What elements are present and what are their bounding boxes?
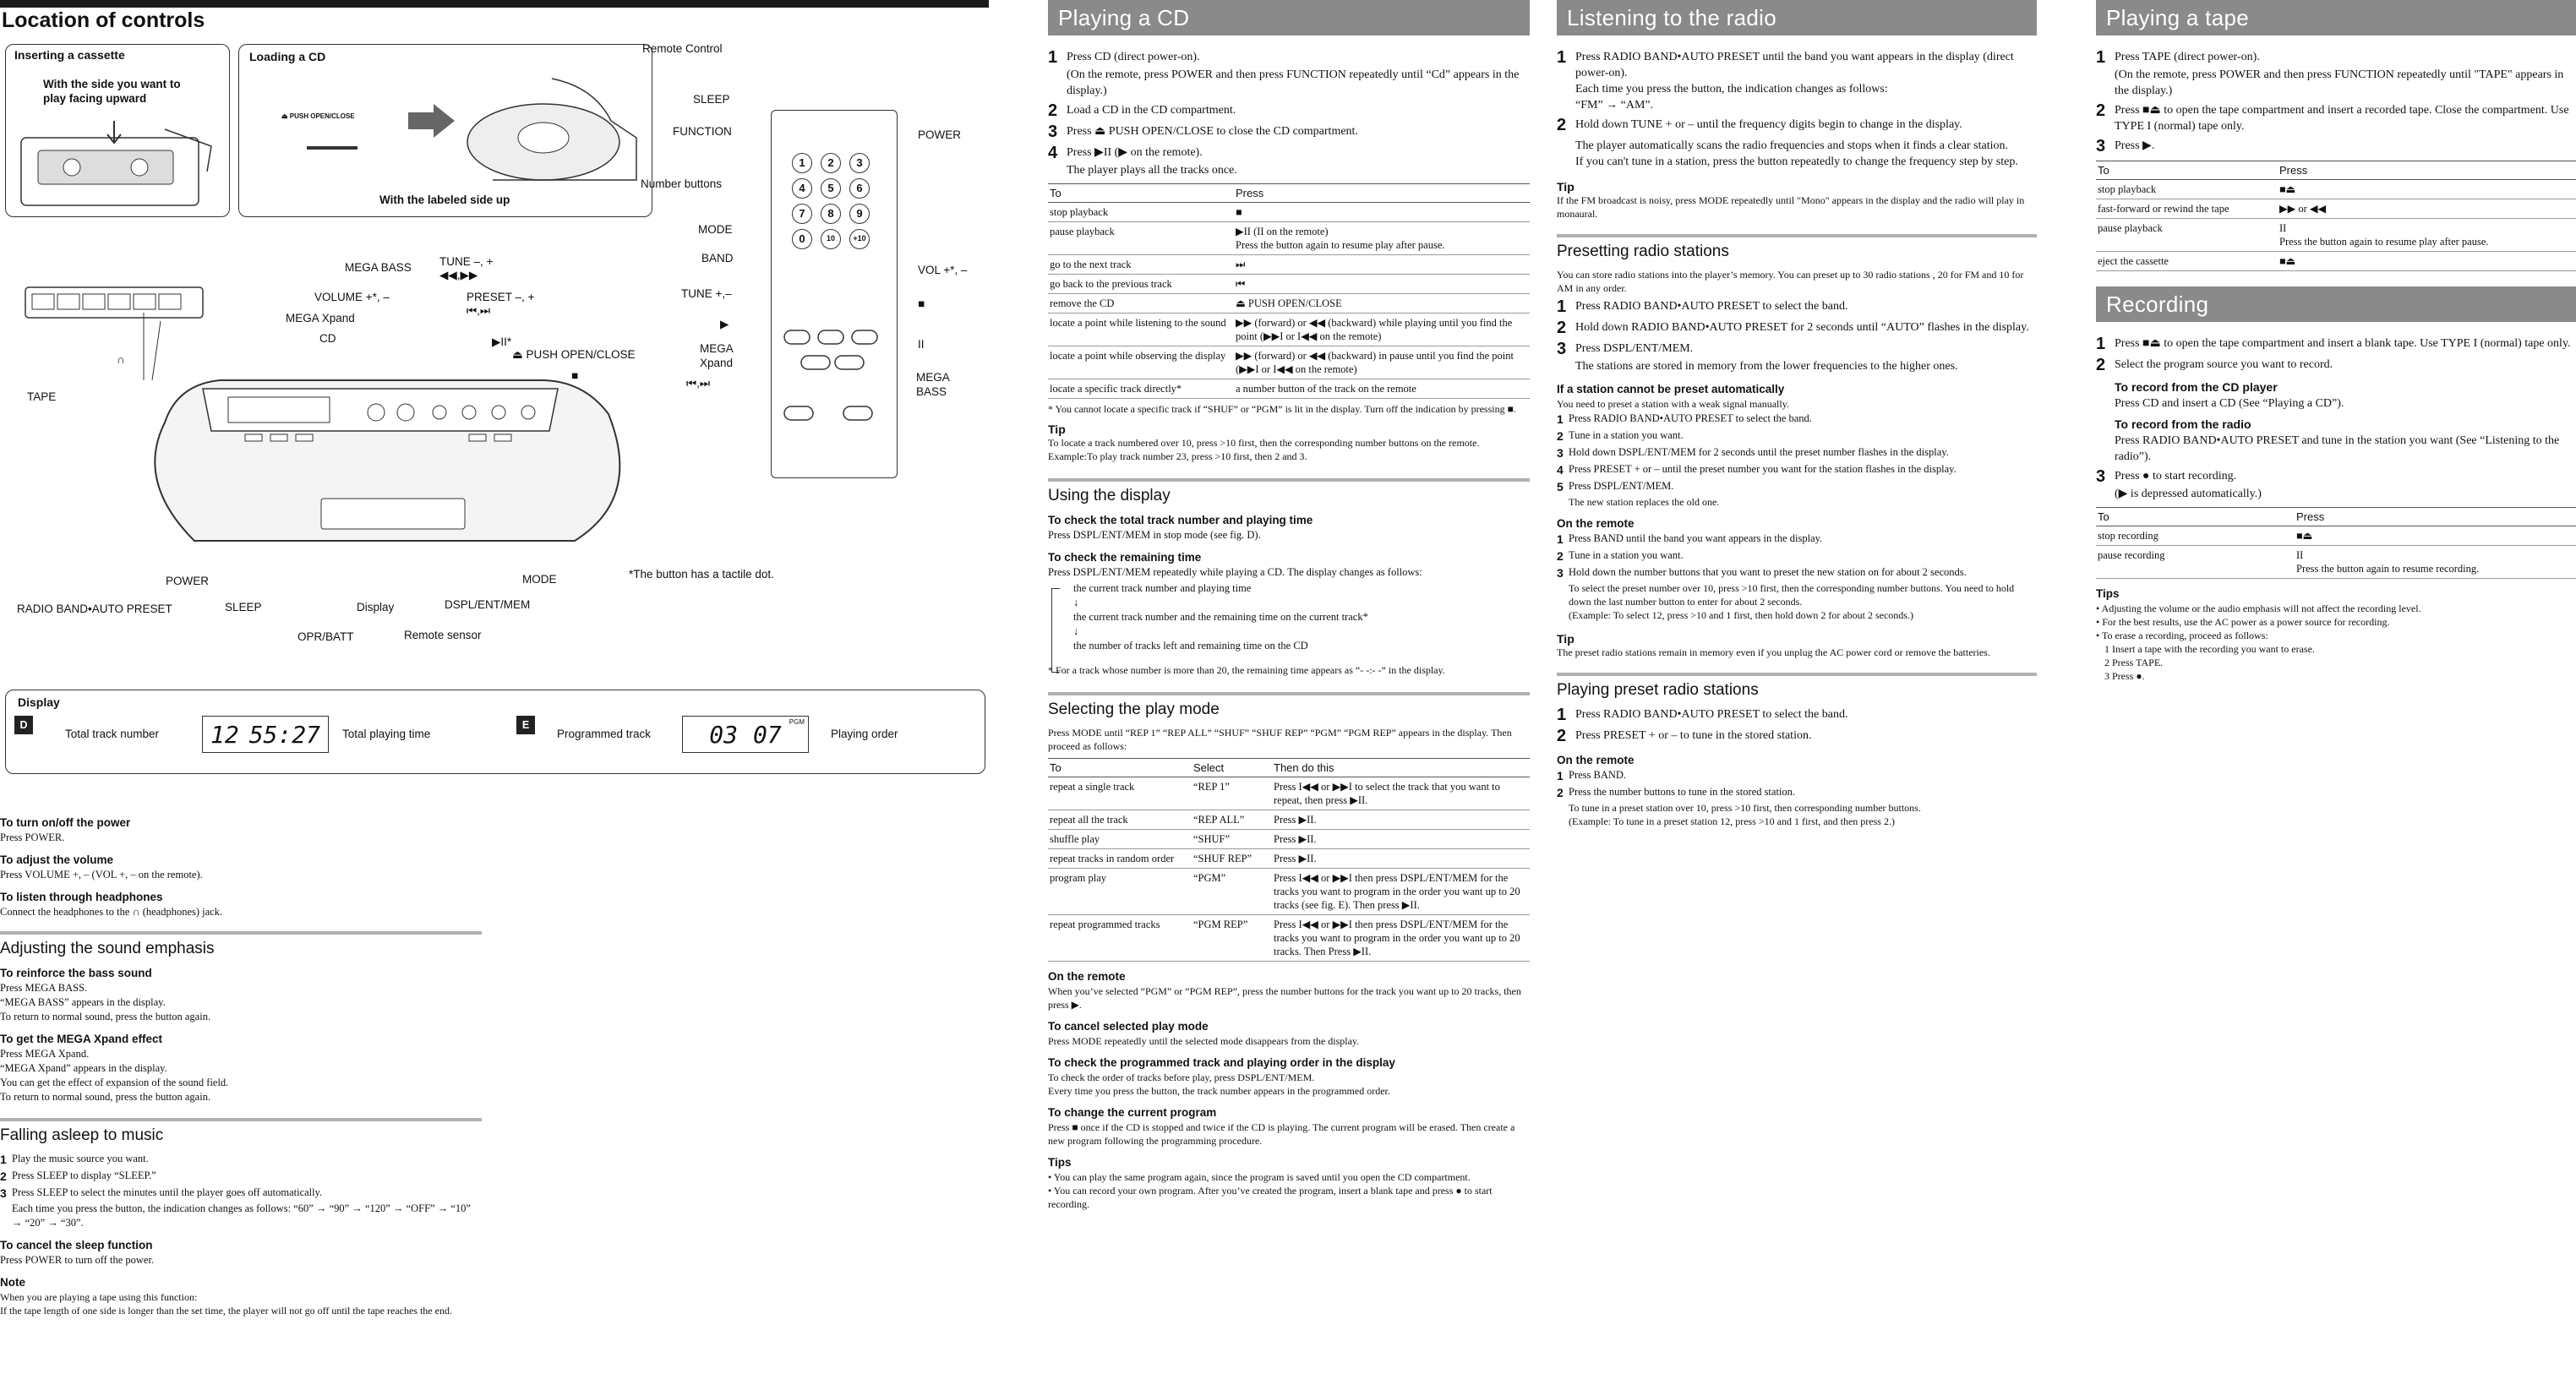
radio-column — [1557, 0, 2037, 828]
section-falling-asleep: Falling asleep to music — [0, 1118, 482, 1145]
cd-tips-item-1: • You can play the same program again, since the program is saved until you open the CD compartment. — [1048, 1171, 1471, 1183]
remote-preset-step-3: 3 Hold down the number buttons that you want to preset the new station on for about 2 seconds. — [1557, 566, 1967, 580]
tape-step-2: 2 Press ■⏏ to open the tape compartment and insert a recorded tape. Close the compartment. Use TYPE I (normal) tape only. — [2096, 101, 2569, 133]
remote-button[interactable]: 9 — [849, 204, 870, 224]
text-note-1: When you are playing a tape using this function: — [0, 1291, 198, 1303]
headphone-icon: ∩ — [117, 353, 125, 366]
text-bass-3: To return to normal sound, press the button again. — [0, 1011, 211, 1022]
table-row: go back to the previous track ⏮ — [1048, 275, 1530, 294]
display-footnote: * For a track whose number is more than 20, the remaining time appears as “- -:- -” in the display. — [1048, 664, 1445, 676]
preset-step-2: 2 Hold down RADIO BAND•AUTO PRESET for 2 seconds until “AUTO” flashes in the display. — [1557, 319, 2029, 337]
text-check-program-2: Every time you press the button, the track number appears in the programmed order. — [1048, 1085, 1390, 1097]
heading-cd-tips: Tips — [1048, 1156, 1072, 1169]
remote-label-power: POWER — [918, 128, 962, 141]
text-xpand-2: “MEGA Xpand” appears in the display. — [0, 1062, 167, 1074]
tape-column — [2096, 0, 2576, 683]
heading-cannot-preset: If a station cannot be preset automatically — [1557, 383, 1785, 395]
heading-power: To turn on/off the power — [0, 816, 131, 829]
manual-step-4: 4 Press PRESET + or – until the preset number you want for the station flashes in the display. — [1557, 463, 1957, 477]
radio-step-1-bands: “FM” → “AM”. — [1575, 99, 1654, 112]
heading-headphones: To listen through headphones — [0, 891, 163, 903]
remote-label-mega-bass: MEGA BASS — [916, 371, 950, 398]
remote-label-sleep: SLEEP — [693, 93, 730, 106]
heading-check-program: To check the programmed track and playing order in the display — [1048, 1056, 1395, 1069]
heading-cancel-mode: To cancel selected play mode — [1048, 1020, 1209, 1033]
fig-d-badge: D — [14, 716, 33, 734]
remote-button[interactable]: 1 — [792, 153, 812, 173]
text-presetting: You can store radio stations into the player’s memory. You can preset up to 30 radio stations , 20 for FM and 10 for AM in any order. — [1557, 269, 2024, 294]
cd-step-1: 1 Press CD (direct power-on). — [1048, 48, 1200, 67]
cd-step-1-detail: (On the remote, press POWER and then press FUNCTION repeatedly until “Cd” appears in the display.) — [1067, 68, 1520, 97]
tape-step-1: 1 Press TAPE (direct power-on). — [2096, 48, 2260, 67]
play-preset-step-2: 2 Press PRESET + or – to tune in the stored station. — [1557, 727, 1812, 745]
text-xpand-4: To return to normal sound, press the button again. — [0, 1091, 211, 1103]
radio-title: Listening to the radio — [1557, 0, 2037, 35]
table-row: repeat tracks in random order “SHUF REP” Press ▶II. — [1048, 849, 1530, 869]
preset-step-3: 3 Press DSPL/ENT/MEM. — [1557, 340, 1694, 358]
text-play-mode: Press MODE until “REP 1” “REP ALL” “SHUF” “SHUF REP” “PGM” “PGM REP” appears in the display. Then proceed as follows: — [1048, 727, 1512, 752]
text-power: Press POWER. — [0, 831, 65, 843]
display-lcd-e — [682, 716, 809, 753]
text-volume: Press VOLUME +, – (VOL +, – on the remote). — [0, 869, 203, 881]
heading-xpand: To get the MEGA Xpand effect — [0, 1033, 163, 1045]
recording-title: Recording — [2096, 286, 2576, 322]
tape-operations-table: To Press stop playback ■⏏ fast-forward or rewind the tape ▶▶ or ◀◀ pause playback II Press the button again to resume play after pause. eject the cassette ■⏏ — [2096, 161, 2576, 271]
cd-loading-illustration — [273, 70, 645, 197]
section-sound-emphasis: Adjusting the sound emphasis — [0, 931, 482, 958]
cd-table-header-press: Press — [1234, 184, 1530, 203]
label-push-open: ⏏ PUSH OPEN/CLOSE — [512, 348, 636, 361]
text-cancel-sleep: Press POWER to turn off the power. — [0, 1254, 155, 1266]
radio-tip-text: If the FM broadcast is noisy, press MODE repeatedly until "Mono" appears in the display and the radio will play in monaural. — [1557, 194, 2025, 220]
labeled-side-note: With the labeled side up — [379, 194, 510, 206]
rec-tip-3a: 1 Insert a tape with the recording you want to erase. — [2104, 643, 2315, 655]
label-radio-band: RADIO BAND•AUTO PRESET — [17, 602, 172, 615]
label-stop: ■ — [571, 369, 579, 382]
sleep-step-2: 2 Press SLEEP to display “SLEEP.” — [0, 1170, 156, 1183]
play-remote-step-2: 2 Press the number buttons to tune in the stored station. — [1557, 786, 1796, 799]
lcd-time-value: 55:27 — [248, 720, 320, 749]
cd-tip-1: To locate a track numbered over 10, press >10 first, then the corresponding number buttons on the remote. — [1048, 437, 1480, 449]
text-check-program-1: To check the order of tracks before play, press DSPL/ENT/MEM. — [1048, 1071, 1315, 1083]
preset-step-1: 1 Press RADIO BAND•AUTO PRESET to select the band. — [1557, 297, 1848, 316]
manual-step-1: 1 Press RADIO BAND•AUTO PRESET to select the band. — [1557, 412, 1812, 426]
display-box-title: Display — [18, 695, 60, 709]
table-row: go to the next track ⏭ — [1048, 255, 1530, 275]
rec-tip-3b: 2 Press TAPE. — [2104, 657, 2164, 668]
label-tune: TUNE –, + — [439, 255, 494, 268]
rec-tip-3c: 3 Press ●. — [2104, 670, 2145, 682]
display-programmed-track-label: Programmed track — [557, 728, 652, 740]
heading-play-on-remote: On the remote — [1557, 754, 1635, 766]
display-total-track-label: Total track number — [65, 728, 160, 740]
heading-volume: To adjust the volume — [0, 853, 114, 866]
text-on-remote: When you’ve selected “PGM” or “PGM REP”, press the number buttons for the track you want up to 20 tracks, then press ▶. — [1048, 985, 1521, 1011]
table-row: repeat all the track “REP ALL” Press ▶II. — [1048, 810, 1530, 830]
text-xpand-1: Press MEGA Xpand. — [0, 1048, 90, 1060]
cd-step-4-detail: The player plays all the tracks once. — [1067, 164, 1237, 177]
rec-step-1: 1 Press ■⏏ to open the tape compartment and insert a blank tape. Use TYPE I (normal) tape only. — [2096, 335, 2571, 353]
label-sleep: SLEEP — [225, 601, 262, 613]
cd-operations-table — [1048, 183, 1530, 399]
heading-record-cd: To record from the CD player — [2115, 380, 2278, 394]
remote-label-play: ▶ — [720, 318, 729, 330]
manual-step-3: 3 Hold down DSPL/ENT/MEM for 2 seconds until the preset number flashes in the display. — [1557, 446, 1949, 460]
heading-preset-on-remote: On the remote — [1557, 517, 1635, 530]
label-preset: PRESET –, + — [467, 291, 535, 303]
radio-step-2-detail-2: If you can't tune in a station, press the button repeatedly to change the frequency step by step. — [1575, 155, 2018, 168]
text-bass-1: Press MEGA BASS. — [0, 982, 88, 994]
table-row: pause recording II Press the button again to resume recording. — [2096, 546, 2576, 579]
remote-preset-step-3-detail: To select the preset number over 10, press >10 first, then the corresponding number buttons. You need to hold down the last number button to enter for about 2 seconds. — [1569, 582, 2015, 608]
remote-label-stop: ■ — [918, 297, 925, 310]
flow-step-3: the number of tracks left and remaining time on the CD — [1073, 640, 1308, 652]
remote-button[interactable]: 0 — [792, 229, 812, 249]
label-remote-sensor: Remote sensor — [404, 629, 482, 641]
tactile-note: *The button has a tactile dot. — [629, 568, 774, 581]
cd-step-2: 2 Load a CD in the CD compartment. — [1048, 101, 1236, 120]
remote-button[interactable]: 8 — [821, 204, 841, 224]
rec-tip-3: • To erase a recording, proceed as follows: — [2096, 630, 2268, 641]
display-playing-order-label: Playing order — [831, 728, 898, 740]
loading-title: Loading a CD — [249, 50, 326, 63]
label-play-pause: ▶II* — [492, 335, 512, 348]
section-presetting: Presetting radio stations — [1557, 234, 2037, 261]
sleep-step-3: 3 Press SLEEP to select the minutes until the player goes off automatically. — [0, 1186, 323, 1200]
label-cd: CD — [319, 332, 336, 345]
play-remote-step-2-detail: To tune in a preset station over 10, press >10 first, then corresponding number buttons. — [1569, 802, 1921, 814]
recording-table: To Press stop recording ■⏏ pause recording II Press the button again to resume recording. — [2096, 507, 2576, 579]
cassette-illustration — [13, 121, 224, 214]
label-display: Display — [357, 601, 395, 613]
radio-step-1-detail: Each time you press the button, the indication changes as follows: — [1575, 83, 1888, 95]
tape-step-1-detail: (On the remote, press POWER and then press FUNCTION repeatedly until "TAPE" appears in the display.) — [2115, 68, 2564, 97]
radio-step-2-detail: The player automatically scans the radio frequencies and stops when it finds a clear station. — [1575, 139, 2008, 152]
inserting-cassette-box — [5, 44, 230, 217]
flow-step-1: the current track number and playing time — [1073, 582, 1252, 594]
sleep-step-3-detail: Each time you press the button, the indication changes as follows: “60” → “90” → “120” → “OFF” → “10” → “20” → “30”. — [12, 1202, 471, 1229]
section-using-display: Using the display — [1048, 478, 1530, 505]
table-row: pause playback ▶II (II on the remote) Press the button again to resume play after pause. — [1048, 222, 1530, 255]
table-row: repeat a single track “REP 1” Press I◀◀ or ▶▶I to select the track that you want to repeat, then press ▶II. — [1048, 777, 1530, 810]
manual-step-2: 2 Tune in a station you want. — [1557, 429, 1684, 443]
section-play-mode: Selecting the play mode — [1048, 692, 1530, 719]
rec-step-3-detail: (▶ is depressed automatically.) — [2115, 488, 2262, 500]
heading-cancel-sleep: To cancel the sleep function — [0, 1239, 153, 1251]
text-cancel-mode: Press MODE repeatedly until the selected mode disappears from the display. — [1048, 1035, 1360, 1047]
cd-column — [1048, 0, 1530, 1211]
heading-remaining-time: To check the remaining time — [1048, 551, 1202, 564]
page-title: Location of controls — [2, 8, 205, 32]
heading-change-program: To change the current program — [1048, 1106, 1217, 1119]
table-row: stop recording ■⏏ — [2096, 526, 2576, 546]
table-row: stop playback ■⏏ — [2096, 180, 2576, 199]
display-total-time-label: Total playing time — [342, 728, 431, 740]
radio-tip2-text: The preset radio stations remain in memory even if you unplug the AC power cord or remove the batteries. — [1557, 646, 1990, 658]
tape-step-3: 3 Press ▶. — [2096, 137, 2155, 155]
cd-tip-2: Example:To play track number 23, press >10 first, then 2 and 3. — [1048, 450, 1307, 462]
remote-label-prev-next: ⏮,⏭ — [686, 377, 711, 390]
flow-step-2: the current track number and the remaining time on the current track* — [1073, 611, 1368, 623]
table-row: eject the cassette ■⏏ — [2096, 252, 2576, 271]
heading-recording-tips: Tips — [2096, 587, 2120, 600]
remote-button[interactable]: 6 — [849, 178, 870, 199]
inserting-title: Inserting a cassette — [14, 48, 125, 62]
display-flow — [1048, 581, 1530, 653]
label-mode: MODE — [522, 573, 557, 586]
label-opr-batt: OPR/BATT — [297, 630, 354, 643]
rec-tip-2: • For the best results, use the AC power as a power source for recording. — [2096, 616, 2390, 628]
play-remote-step-2-example: (Example: To tune in a preset station 12, press >10 and 1 first, and then press 2.) — [1569, 815, 1895, 827]
text-record-cd: Press CD and insert a CD (See “Playing a CD”). — [2115, 397, 2344, 410]
text-change-program: Press ■ once if the CD is stopped and twice if the CD is playing. The current program will be erased. Then create a new program following the programming procedure. — [1048, 1121, 1515, 1147]
remote-button[interactable]: 5 — [821, 178, 841, 199]
text-record-radio: Press RADIO BAND•AUTO PRESET and tune in the station you want (See “Listening to the radio”). — [2115, 434, 2560, 463]
heading-on-remote: On the remote — [1048, 970, 1126, 983]
remote-label-tune: TUNE +,– — [681, 287, 732, 300]
flow-arrow-1: ↓ — [1073, 597, 1079, 608]
label-tape: TAPE — [27, 390, 57, 403]
loading-cd-box — [238, 44, 652, 217]
label-power: POWER — [166, 575, 210, 587]
main-unit-illustration — [0, 220, 642, 575]
remote-label-mode: MODE — [698, 223, 733, 236]
play-preset-step-1: 1 Press RADIO BAND•AUTO PRESET to select the band. — [1557, 706, 1848, 724]
remote-button[interactable]: 4 — [792, 178, 812, 199]
remote-button[interactable]: 2 — [821, 153, 841, 173]
heading-note: Note — [0, 1276, 25, 1289]
heading-bass: To reinforce the bass sound — [0, 967, 152, 979]
preset-step-3-detail: The stations are stored in memory from the lower frequencies to the higher ones. — [1575, 360, 1958, 373]
flow-arrow-2: ↓ — [1073, 625, 1079, 637]
remote-preset-step-3-example: (Example: To select 12, press >10 and 1 first, then hold down 2 for about 2 seconds.) — [1569, 609, 1913, 621]
cd-title: Playing a CD — [1048, 0, 1530, 35]
remote-label-mega-xpand: MEGA Xpand — [700, 342, 734, 369]
label-tune-arrows: ◀◀,▶▶ — [439, 269, 478, 281]
remote-lower-buttons — [780, 322, 890, 449]
cd-step-3: 3 Press ⏏ PUSH OPEN/CLOSE to close the CD compartment. — [1048, 123, 1358, 141]
text-bass-2: “MEGA BASS” appears in the display. — [0, 996, 166, 1008]
remote-preset-step-1: 1 Press BAND until the band you want appears in the display. — [1557, 532, 1823, 546]
table-row: stop playback ■ — [1048, 203, 1530, 222]
cd-tips-item-2: • You can record your own program. After you’ve created the program, insert a blank tape and press ● to start recording. — [1048, 1185, 1493, 1210]
remote-label-number-buttons: Number buttons — [641, 177, 723, 190]
play-mode-table: To Select Then do this repeat a single track “REP 1” Press I◀◀ or ▶▶I to select the track that you want to repeat, then press ▶II. repeat all the track “REP ALL” Press ▶II. shuffle play “SHUF” Press ▶II. repeat tracks in random order “SHUF REP” Press ▶II. program play “PGM” Press I◀◀ or ▶▶I then press DSPL/ENT/MEM for the tracks you want to program in the order you want up to 20 tracks (see fig. E). Then press ▶II. repeat programmed tracks “PGM REP” Press I◀◀ or ▶▶I then press DSPL/ENT/MEM for the tracks you want to program in the order you want up to 20 tracks. Then Press ▶II. — [1048, 758, 1530, 962]
remote-button[interactable]: 10 — [821, 229, 841, 249]
rec-step-3: 3 Press ● to start recording. — [2096, 467, 2237, 486]
table-row: remove the CD ⏏ PUSH OPEN/CLOSE — [1048, 294, 1530, 314]
table-row: shuffle play “SHUF” Press ▶II. — [1048, 830, 1530, 849]
tape-title: Playing a tape — [2096, 0, 2576, 35]
cd-tip-heading: Tip — [1048, 423, 1066, 436]
table-row: locate a point while listening to the sound ▶▶ (forward) or ◀◀ (backward) while playing until you find the point (▶▶I or I◀◀ on the remote) — [1048, 314, 1530, 346]
remote-button[interactable]: 7 — [792, 204, 812, 224]
table-row: locate a specific track directly* a number button of the track on the remote — [1048, 379, 1530, 399]
label-mega-xpand: MEGA Xpand — [286, 312, 355, 324]
heading-record-radio: To record from the radio — [2115, 417, 2251, 431]
label-dspl: DSPL/ENT/MEM — [445, 598, 531, 611]
sleep-step-1: 1 Play the music source you want. — [0, 1153, 149, 1166]
cd-table-footnote: * You cannot locate a specific track if “SHUF” or “PGM” is lit in the display. Turn off the indication by pressing ■. — [1048, 403, 1516, 415]
remote-body — [771, 110, 898, 478]
lcd-order-value: 07 — [753, 720, 782, 749]
table-row: fast-forward or rewind the tape ▶▶ or ◀◀ — [2096, 199, 2576, 219]
remote-label-band: BAND — [701, 252, 734, 264]
manual-step-5-detail: The new station replaces the old one. — [1569, 496, 1720, 508]
table-row: repeat programmed tracks “PGM REP” Press I◀◀ or ▶▶I then press DSPL/ENT/MEM for the tracks you want to program in the order you want up to 20 tracks. Then Press ▶II. — [1048, 915, 1530, 962]
manual-step-5: 5 Press DSPL/ENT/MEM. — [1557, 480, 1674, 493]
lcd-pgm-indicator: PGM — [789, 718, 805, 726]
remote-label-vol: VOL +*, – — [918, 264, 968, 276]
remote-button[interactable]: 3 — [849, 153, 870, 173]
display-box — [5, 690, 985, 774]
inserting-note: With the side you want to play facing upward — [43, 78, 181, 105]
remote-preset-step-2: 2 Tune in a station you want. — [1557, 549, 1684, 563]
radio-tip-heading: Tip — [1557, 180, 1575, 194]
table-row: program play “PGM” Press I◀◀ or ▶▶I then press DSPL/ENT/MEM for the tracks you want to program in the order you want up to 20 tracks (see fig. E). Then press ▶II. — [1048, 869, 1530, 915]
remote-number-grid — [792, 153, 870, 249]
text-headphones: Connect the headphones to the ∩ (headphones) jack. — [0, 906, 223, 918]
text-note-2: If the tape length of one side is longer than the set time, the player will not go off until the tape reaches the end. — [0, 1305, 452, 1317]
radio-step-1: 1 Press RADIO BAND•AUTO PRESET until the band you want appears in the display (direct power-on). — [1557, 48, 2014, 79]
remote-label-function: FUNCTION — [673, 125, 732, 138]
radio-tip2-heading: Tip — [1557, 632, 1575, 646]
label-preset-arrows: ⏮,⏭ — [467, 304, 491, 317]
display-lcd-d — [202, 716, 329, 753]
flow-loop-line — [1051, 588, 1060, 673]
text-total-track: Press DSPL/ENT/MEM in stop mode (see fig. D). — [1048, 529, 1261, 541]
text-remaining-time: Press DSPL/ENT/MEM repeatedly while playing a CD. The display changes as follows: — [1048, 566, 1422, 578]
lcd-track-value: 12 — [210, 720, 239, 749]
text-xpand-3: You can get the effect of expansion of the sound field. — [0, 1077, 229, 1088]
heading-total-track: To check the total track number and playing time — [1048, 514, 1313, 526]
lcd-program-value: 03 — [709, 720, 738, 749]
cd-table-header-to: To — [1048, 184, 1234, 203]
remote-button[interactable]: +10 — [849, 229, 870, 249]
text-cannot-preset: You need to preset a station with a weak signal manually. — [1557, 398, 1789, 410]
rec-step-2: 2 Select the program source you want to record. — [2096, 356, 2333, 374]
section-playing-preset: Playing preset radio stations — [1557, 673, 2037, 700]
cd-step-4: 4 Press ▶II (▶ on the remote). — [1048, 144, 1203, 162]
radio-step-2: 2 Hold down TUNE + or – until the frequency digits begin to change in the display. — [1557, 116, 1962, 134]
rec-tip-1: • Adjusting the volume or the audio emphasis will not affect the recording level. — [2096, 602, 2421, 614]
push-open-small-label: ⏏ PUSH OPEN/CLOSE — [281, 112, 355, 120]
top-bar — [0, 0, 989, 8]
label-mega-bass: MEGA BASS — [345, 261, 412, 274]
label-volume: VOLUME +*, – — [314, 291, 390, 303]
basic-operations — [0, 808, 482, 1317]
fig-e-badge: E — [516, 716, 535, 734]
table-row: pause playback II Press the button again to resume play after pause. — [2096, 219, 2576, 252]
remote-title: Remote Control — [642, 42, 723, 55]
table-row: locate a point while observing the display ▶▶ (forward) or ◀◀ (backward) in pause until you find the point (▶▶I or I◀◀ on the remote) — [1048, 346, 1530, 379]
remote-label-pause: II — [918, 338, 925, 351]
play-remote-step-1: 1 Press BAND. — [1557, 769, 1627, 782]
